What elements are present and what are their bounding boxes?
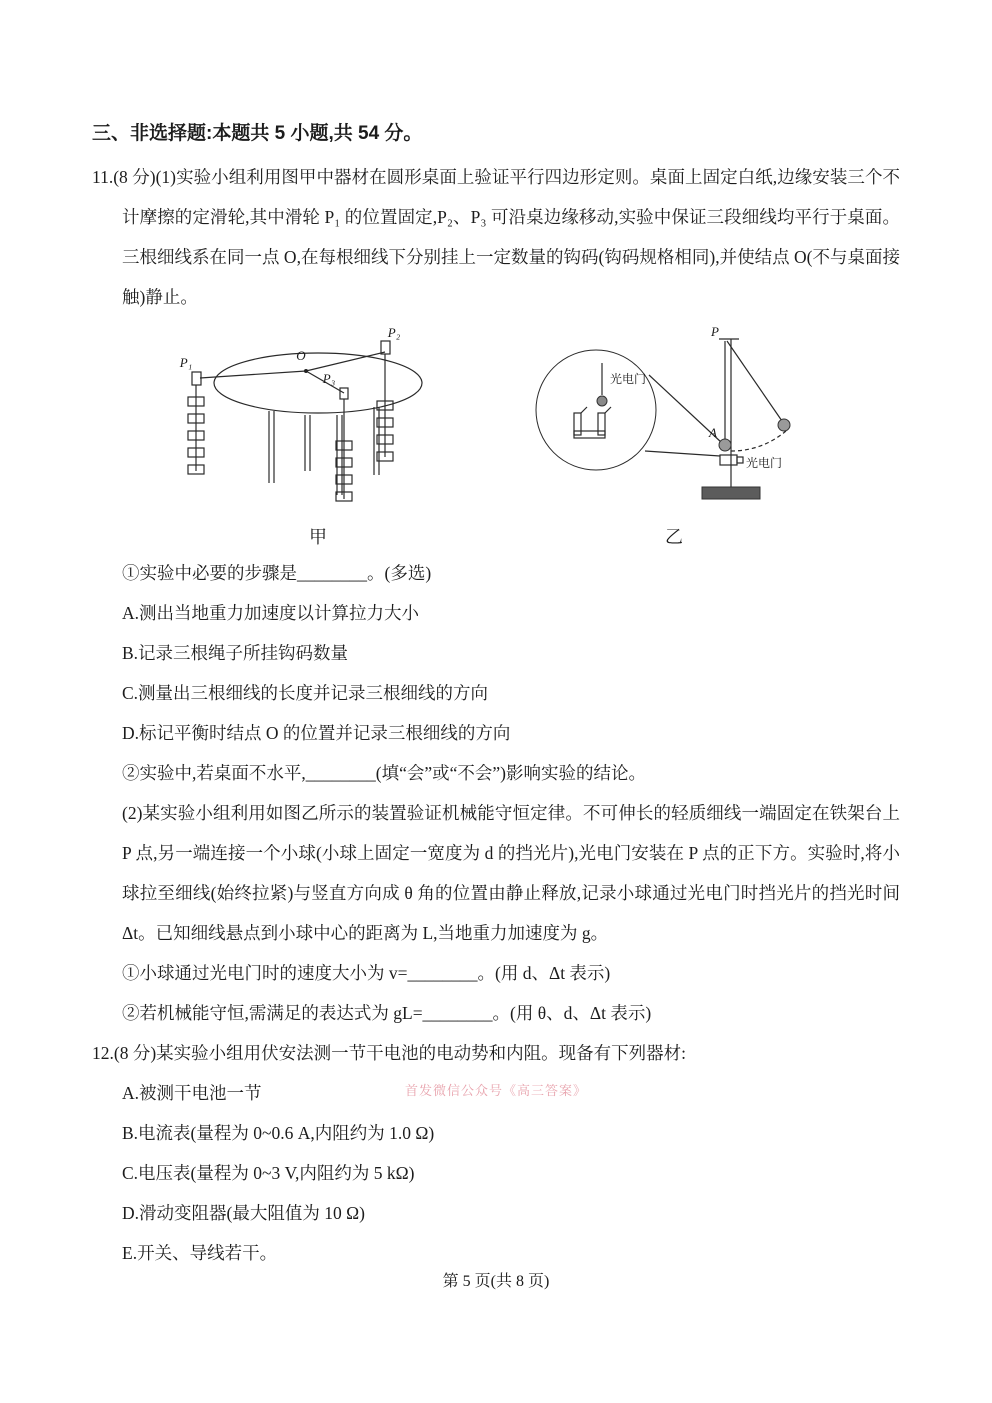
section-header: 三、非选择题:本题共 5 小题,共 54 分。 — [92, 123, 423, 144]
figure-jia — [168, 325, 468, 549]
label-p2: P₂ — [387, 325, 401, 340]
figure-yi-diagram — [524, 325, 824, 523]
q11-option-b: B.记录三根绳子所挂钩码数量 — [122, 643, 349, 663]
figure-jia-caption: 甲 — [309, 527, 327, 547]
figure-jia-diagram — [168, 325, 468, 523]
q12-item-b: B.电流表(量程为 0~0.6 A,内阻约为 1.0 Ω) — [122, 1123, 435, 1143]
q11-option-d: D.标记平衡时结点 O 的位置并记录三根细线的方向 — [122, 723, 511, 743]
q12-item-a: A.被测干电池一节 — [122, 1083, 262, 1103]
photogate-outer-label: 光电门 — [746, 456, 783, 470]
question-11-number: 11.(8 分) — [92, 167, 156, 187]
q11-part2-sub1: ①小球通过光电门时的速度大小为 v=________。(用 d、Δt 表示) — [122, 963, 611, 983]
question-11-intro: (1)实验小组利用图甲中器材在圆形桌面上验证平行四边形定则。桌面上固定白纸,边缘安装三个不计摩擦的定滑轮,其中滑轮 P₁ 的位置固定,P₂、P₃ 可沿桌边缘移动,实验中保证三段细线均平行于桌面。三根细线系在同一点 O,在每根细线下分别挂上一定数量的钩码(钩码规格相同),并使结点 O(不与桌面接触)静止。 — [122, 167, 900, 307]
q11-option-a: A.测出当地重力加速度以计算拉力大小 — [122, 603, 420, 623]
question-12-intro: 某实验小组用伏安法测一节干电池的电动势和内阻。现备有下列器材: — [156, 1043, 687, 1063]
q11-part2-sub2: ②若机械能守恒,需满足的表达式为 gL=________。(用 θ、d、Δt 表示) — [122, 1003, 652, 1023]
label-a: A — [709, 425, 717, 440]
question-12-number: 12.(8 分) — [92, 1043, 157, 1063]
photogate-inner-label: 光电门 — [610, 372, 647, 386]
label-o: O — [296, 348, 306, 363]
q12-item-d: D.滑动变阻器(最大阻值为 10 Ω) — [122, 1203, 365, 1223]
label-p1: P₁ — [179, 355, 193, 370]
label-p: P — [711, 325, 719, 339]
q12-item-c: C.电压表(量程为 0~3 V,内阻约为 5 kΩ) — [122, 1163, 415, 1183]
q11-sub2: ②实验中,若桌面不水平,________(填“会”或“不会”)影响实验的结论。 — [122, 763, 646, 783]
q12-item-e: E.开关、导线若干。 — [122, 1243, 278, 1263]
figure-yi — [524, 325, 824, 549]
q11-sub1: ①实验中必要的步骤是________。(多选) — [122, 563, 432, 583]
figures-row — [92, 325, 900, 549]
question-12 — [92, 1033, 900, 1073]
watermark-text: 首发微信公众号《高三答案》 — [404, 1083, 587, 1098]
q11-option-c: C.测量出三根细线的长度并记录三根细线的方向 — [122, 683, 489, 703]
q11-part2: (2)某实验小组利用如图乙所示的装置验证机械能守恒定律。不可伸长的轻质细线一端固定在铁架台上 P 点,另一端连接一个小球(小球上固定一宽度为 d 的挡光片),光电门安装在 P 点的正下方。实验时,将小球拉至细线(始终拉紧)与竖直方向成 θ 角的位置由静止释放,记录小球通过光电门时挡光片的挡光时间 Δt。已知细线悬点到小球中心的距离为 L,当地重力加速度为 g。 — [122, 803, 900, 943]
figure-yi-caption: 乙 — [665, 527, 683, 547]
question-11 — [92, 157, 900, 317]
label-p3: P₃ — [322, 371, 336, 386]
page-footer: 第 5 页(共 8 页) — [442, 1273, 550, 1290]
